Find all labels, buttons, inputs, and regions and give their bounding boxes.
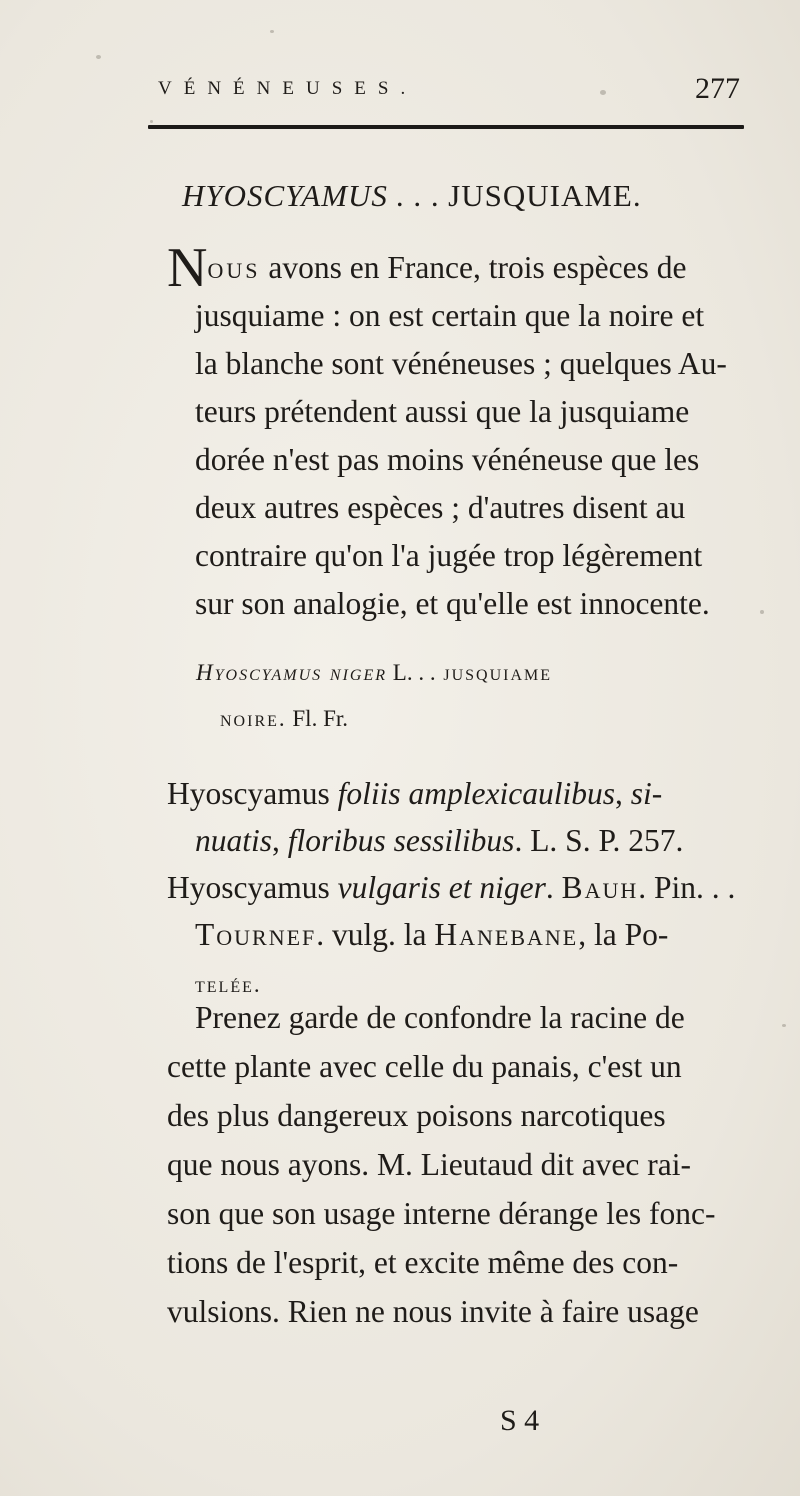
intro-line: contraire qu'on l'a jugée trop légèrement [195,538,703,573]
synonym-text: , [272,823,288,858]
warning-line: que nous ayons. M. Lieutaud dit avec rai- [167,1147,691,1182]
intro-line: la blanche sont vénéneuses ; quelques Au- [195,346,727,381]
synonym-line [167,864,750,911]
warning-line: cette plante avec celle du panais, c'est un [167,1049,682,1084]
paper-speck [150,120,153,123]
synonym-common-name: telée. [195,972,262,997]
synonym-common-name: Hanebane [434,917,579,952]
page-header [150,72,740,112]
synonym-text: . Pin. . . [638,870,736,905]
section-title-latin: HYOSCYAMUS . . . [182,178,441,213]
warning-line: Prenez garde de confondre la racine de [195,1000,685,1035]
drop-cap: N [167,237,208,299]
synonym-italic: si- [630,776,663,811]
synonym-italic: foliis amplexicaulibus [337,776,615,811]
warning-line: son que son usage interne dérange les fonc- [167,1196,716,1231]
signature-mark: S 4 [500,1404,540,1437]
intro-line: sur son analogie, et qu'elle est innocente. [195,586,710,621]
paper-speck [270,30,274,33]
synonym-text: , [614,776,631,811]
warning-line: tions de l'esprit, et excite même des con- [167,1245,679,1280]
synonym-line [195,817,750,864]
intro-line: deux autres espèces ; d'autres disent au [195,490,686,525]
running-title: VÉNÉNEUSES. [158,78,418,99]
synonym-text: . vulg. la [316,917,435,952]
section-title [182,178,642,214]
species-flora-ref: Fl. Fr. [286,706,349,731]
warning-line: vulsions. Rien ne nous invite à faire usage [167,1294,699,1329]
intro-line [167,237,750,299]
intro-line: dorée n'est pas moins vénéneuse que les [195,442,700,477]
species-common-name: jusquiame [435,660,553,685]
paper-speck [760,610,764,614]
synonym-author: Bauh [561,870,639,905]
species-heading-line [196,650,775,696]
synonym-line [167,770,750,817]
intro-line: jusquiame : on est certain que la noire et [195,298,705,333]
warning-paragraph [167,993,750,1336]
warning-line: des plus dangereux poisons narcotiques [167,1098,666,1133]
header-rule [148,125,744,129]
intro-line-rest: avons en France, trois espèces de [260,250,687,285]
species-heading-line [220,696,775,742]
species-latin-name: Hyoscyamus niger [196,660,388,685]
synonyms-paragraph [167,770,750,1005]
synonym-italic: floribus sessilibus [287,823,515,858]
paper-speck [96,55,101,59]
synonym-text: , la Po- [578,917,669,952]
page-number: 277 [695,72,740,105]
synonym-italic: nuatis [195,823,273,858]
intro-paragraph [167,237,750,628]
section-title-french: JUSQUIAME. [448,178,642,213]
intro-line: teurs prétendent aussi que la jusquiame [195,394,690,429]
species-common-name-cont: noire. [220,706,287,731]
species-heading [196,650,775,742]
species-author: L. . . [387,660,436,685]
synonym-text: Hyoscyamus [167,870,338,905]
paper-speck [782,1024,786,1027]
synonym-text: . [545,870,562,905]
synonym-italic: vulgaris et niger [337,870,546,905]
paper-speck [600,90,606,95]
synonym-line [195,911,750,958]
synonym-text: . L. S. P. 257. [514,823,684,858]
synonym-text: Hyoscyamus [167,776,338,811]
synonym-author: Tournef [195,917,317,952]
intro-lead: ous [207,250,261,285]
